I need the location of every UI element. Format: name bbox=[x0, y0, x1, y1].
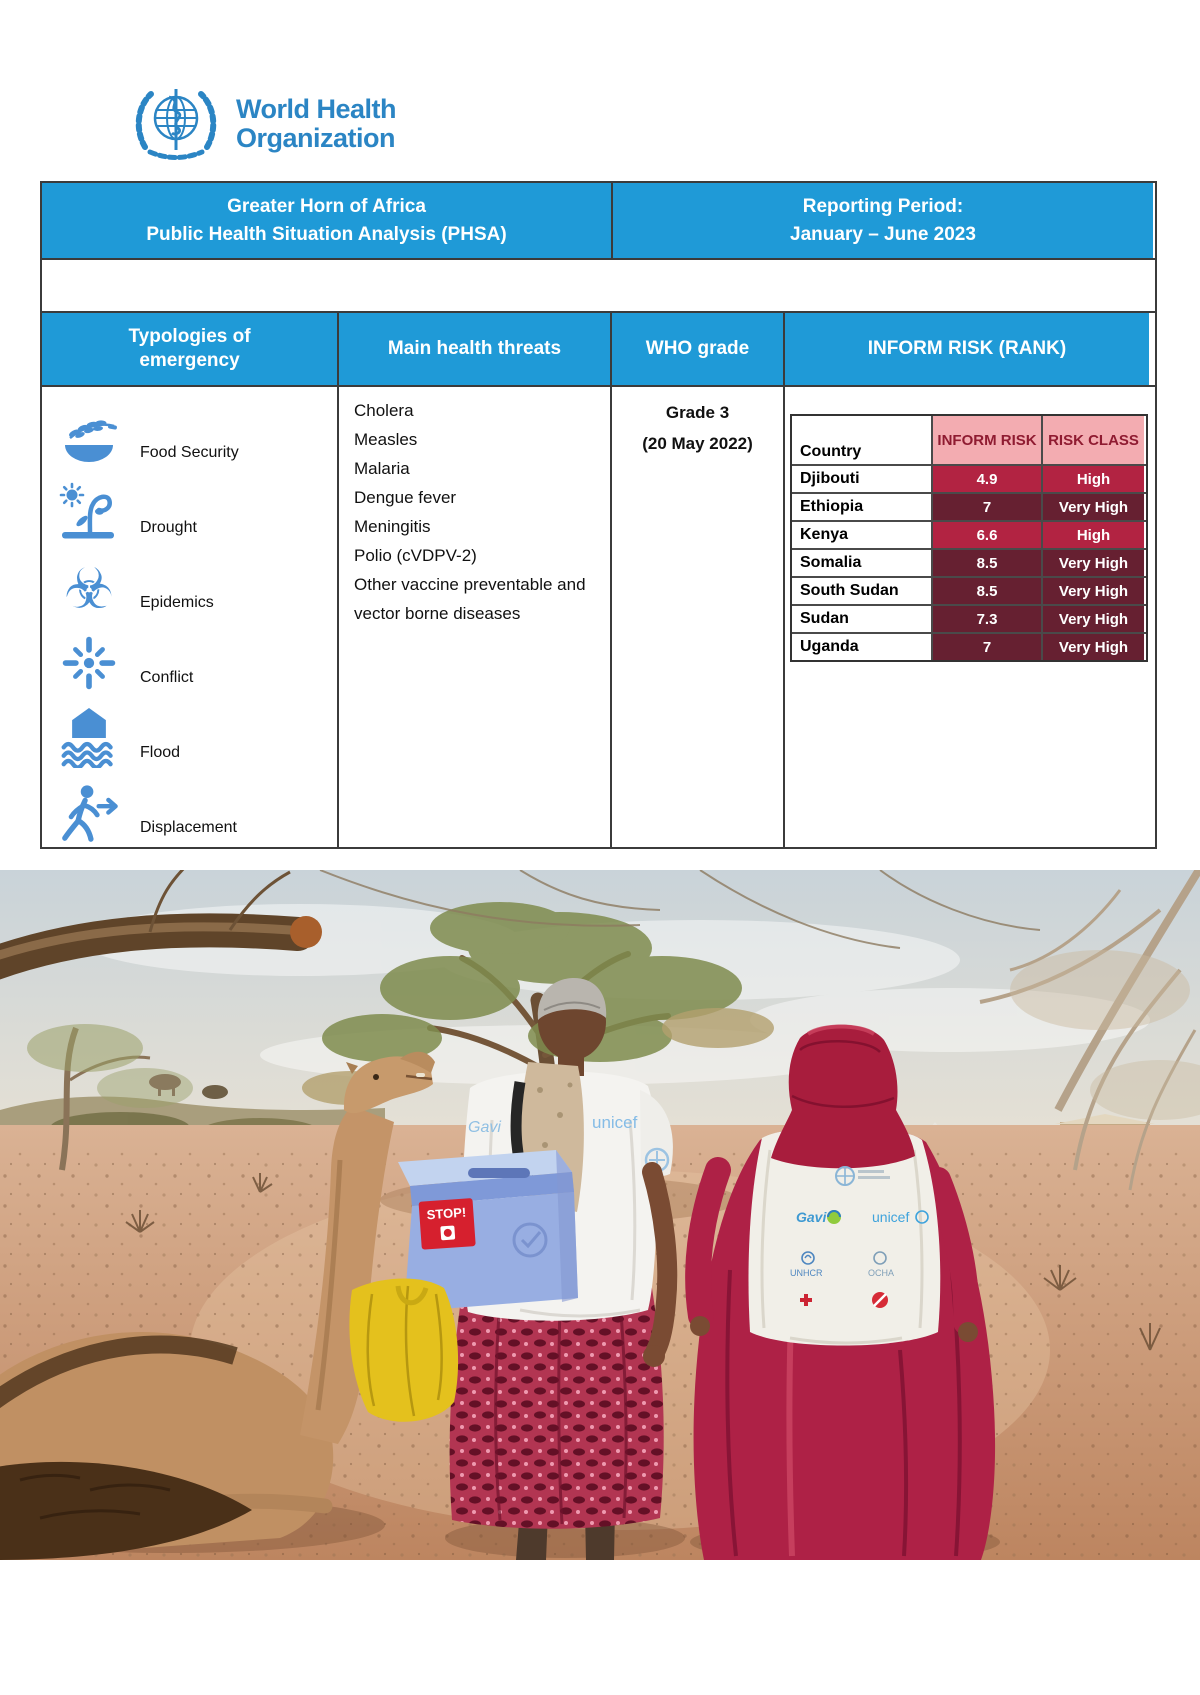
inform-country-cell: Kenya bbox=[792, 522, 931, 548]
health-threat-item: Polio (cVDPV-2) bbox=[354, 546, 477, 565]
shirt-gavi-label: Gavi bbox=[468, 1119, 501, 1136]
typology-displacement bbox=[52, 768, 337, 843]
inform-class-cell: Very High bbox=[1041, 606, 1144, 632]
msf-logo bbox=[872, 1292, 888, 1308]
health-threat-item: Dengue fever bbox=[354, 488, 457, 507]
title-line1: Greater Horn of Africa bbox=[227, 195, 426, 217]
typology-list bbox=[42, 387, 337, 847]
typology-label: Flood bbox=[140, 744, 181, 761]
inform-risk-row bbox=[792, 464, 1146, 492]
cover-photo bbox=[0, 870, 1200, 1560]
inform-header-risk: INFORM RISK bbox=[931, 416, 1041, 464]
inform-score-cell: 4.9 bbox=[931, 466, 1041, 492]
inform-score-cell: 7.3 bbox=[931, 606, 1041, 632]
title-line2: Public Health Situation Analysis (PHSA) bbox=[146, 223, 507, 245]
who-grade-cell bbox=[610, 387, 783, 847]
inform-class-cell: High bbox=[1041, 466, 1144, 492]
who-grade-value: Grade 3 bbox=[665, 403, 730, 422]
inform-risk-row bbox=[792, 492, 1146, 520]
inform-country-cell: South Sudan bbox=[792, 578, 931, 604]
vest-unicef-label: unicef bbox=[872, 1209, 910, 1225]
typology-label: Conflict bbox=[140, 669, 194, 686]
inform-class-cell: Very High bbox=[1041, 578, 1144, 604]
inform-class-cell: Very High bbox=[1041, 550, 1144, 576]
column-header-row bbox=[42, 311, 1155, 385]
inform-score-cell: 6.6 bbox=[931, 522, 1041, 548]
drought-icon bbox=[52, 481, 126, 543]
title-row bbox=[42, 183, 1155, 258]
health-threat-item: Meningitis bbox=[354, 517, 431, 536]
typology-food-security bbox=[52, 393, 337, 468]
inform-risk-row bbox=[792, 548, 1146, 576]
svg-text:STOP!: STOP! bbox=[426, 1204, 467, 1223]
vest-ocha-label: OCHA bbox=[868, 1268, 895, 1278]
who-wordmark-line1: World Health bbox=[236, 94, 397, 124]
health-threat-item: Cholera bbox=[354, 401, 414, 420]
col-header-inform-risk: INFORM RISK (RANK) bbox=[783, 313, 1149, 385]
inform-header-class: RISK CLASS bbox=[1041, 416, 1144, 464]
who-wordmark-line2: Organization bbox=[236, 123, 396, 153]
inform-country-cell: Uganda bbox=[792, 634, 931, 660]
inform-risk-header bbox=[792, 416, 1146, 464]
inform-country-cell: Somalia bbox=[792, 550, 931, 576]
inform-risk-row bbox=[792, 632, 1146, 660]
vest-unhcr-label: UNHCR bbox=[790, 1268, 823, 1278]
inform-risk-row bbox=[792, 576, 1146, 604]
inform-header-country: Country bbox=[792, 416, 931, 464]
health-threats-cell bbox=[337, 387, 610, 847]
spacer-row bbox=[42, 258, 1155, 311]
who-wordmark bbox=[236, 95, 396, 153]
inform-class-cell: Very High bbox=[1041, 494, 1144, 520]
inform-score-cell: 8.5 bbox=[931, 550, 1041, 576]
typology-drought bbox=[52, 468, 337, 543]
displacement-icon bbox=[52, 783, 126, 843]
typology-label: Epidemics bbox=[140, 594, 214, 611]
phsa-summary-table bbox=[40, 181, 1157, 849]
reporting-period-value: January – June 2023 bbox=[790, 223, 976, 245]
inform-risk-rows bbox=[792, 464, 1146, 660]
health-threats-list bbox=[339, 387, 610, 628]
reporting-period-label: Reporting Period: bbox=[802, 195, 964, 217]
document-title bbox=[42, 183, 611, 258]
typology-epidemics bbox=[52, 543, 337, 622]
vest-gavi-label: Gavi bbox=[796, 1209, 827, 1225]
who-emblem-icon bbox=[130, 84, 222, 164]
plastic-bag bbox=[349, 1278, 458, 1421]
inform-class-cell: High bbox=[1041, 522, 1144, 548]
inform-risk-table bbox=[790, 414, 1148, 662]
inform-risk-cell bbox=[783, 387, 1149, 847]
food-security-icon bbox=[52, 410, 126, 468]
shirt-unicef-label: unicef bbox=[592, 1113, 638, 1132]
col-header-who-grade: WHO grade bbox=[610, 313, 783, 385]
inform-score-cell: 8.5 bbox=[931, 578, 1041, 604]
inform-risk-row bbox=[792, 604, 1146, 632]
epidemics-icon: ☣ bbox=[63, 557, 115, 622]
inform-score-cell: 7 bbox=[931, 634, 1041, 660]
inform-score-cell: 7 bbox=[931, 494, 1041, 520]
inform-country-cell: Ethiopia bbox=[792, 494, 931, 520]
who-grade-date: (20 May 2022) bbox=[642, 434, 753, 453]
health-threat-item: Other vaccine preventable and vector borne diseases bbox=[354, 575, 586, 623]
typology-label: Displacement bbox=[140, 819, 237, 836]
inform-country-cell: Djibouti bbox=[792, 466, 931, 492]
col-header-typologies: Typologies of emergency bbox=[42, 313, 337, 385]
col-header-threats: Main health threats bbox=[337, 313, 610, 385]
inform-country-cell: Sudan bbox=[792, 606, 931, 632]
inform-class-cell: Very High bbox=[1041, 634, 1144, 660]
health-threat-item: Malaria bbox=[354, 459, 410, 478]
conflict-icon bbox=[52, 633, 126, 693]
typology-conflict bbox=[52, 618, 337, 693]
who-logo bbox=[130, 84, 396, 164]
health-threat-item: Measles bbox=[354, 430, 418, 449]
flood-icon bbox=[52, 706, 126, 768]
inform-risk-row bbox=[792, 520, 1146, 548]
body-row bbox=[42, 385, 1155, 847]
typology-label: Food Security bbox=[140, 444, 239, 461]
typology-label: Drought bbox=[140, 519, 197, 536]
typologies-cell bbox=[42, 387, 337, 847]
reporting-period bbox=[611, 183, 1153, 258]
typology-flood bbox=[52, 693, 337, 768]
stop-label bbox=[419, 1198, 476, 1250]
